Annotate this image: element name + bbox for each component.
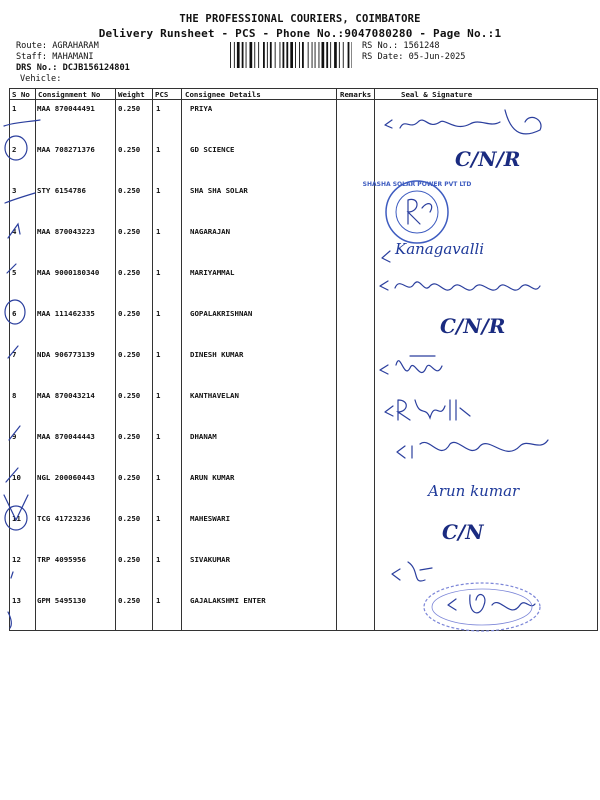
cell-consignee: MAHESWARI [190, 514, 231, 523]
company-title: THE PROFESSIONAL COURIERS, COIMBATORE [179, 13, 421, 25]
cell-weight: 0.250 [118, 145, 141, 154]
cell-pcs: 1 [156, 514, 161, 523]
cell-pcs: 1 [156, 350, 161, 359]
cell-consignment: NDA 906773139 [37, 350, 95, 359]
cell-consignment: NGL 200060443 [37, 473, 95, 482]
cell-sno: 7 [12, 350, 17, 359]
handwritten-cnr-6: C/N/R [440, 314, 506, 338]
cell-sno: 3 [12, 186, 17, 195]
cell-pcs: 1 [156, 555, 161, 564]
cell-consignment: MAA 870043223 [37, 227, 95, 236]
cell-consignee: SIVAKUMAR [190, 555, 231, 564]
rs-number: RS No.: 1561248 [362, 41, 440, 51]
drs-label: DRS No.: DCJB156124801 [16, 63, 130, 73]
cell-consignment: MAA 870043214 [37, 391, 95, 400]
cell-consignee: MARIYAMMAL [190, 268, 235, 277]
cell-consignee: DHANAM [190, 432, 217, 441]
cell-consignment: TCG 41723236 [37, 514, 91, 523]
route-label: Route: AGRAHARAM [16, 41, 99, 51]
header-remarks: Remarks [340, 90, 372, 99]
table-row [0, 268, 600, 309]
cell-consignee: KANTHAVELAN [190, 391, 239, 400]
cell-sno: 4 [12, 227, 17, 236]
cell-weight: 0.250 [118, 350, 141, 359]
cell-sno: 5 [12, 268, 17, 277]
handwritten-cnr-2: C/N/R [455, 147, 521, 171]
table-row [0, 555, 600, 596]
barcode-image [230, 42, 352, 68]
cell-pcs: 1 [156, 186, 161, 195]
cell-pcs: 1 [156, 268, 161, 277]
cell-weight: 0.250 [118, 432, 141, 441]
cell-consignee: NAGARAJAN [190, 227, 231, 236]
cell-weight: 0.250 [118, 391, 141, 400]
table-row [0, 391, 600, 432]
cell-pcs: 1 [156, 473, 161, 482]
cell-weight: 0.250 [118, 555, 141, 564]
cell-weight: 0.250 [118, 227, 141, 236]
cell-consignee: DINESH KUMAR [190, 350, 244, 359]
table-row [0, 104, 600, 145]
cell-sno: 9 [12, 432, 17, 441]
header-consignee: Consignee Details [185, 90, 261, 99]
runsheet-subtitle: Delivery Runsheet - PCS - Phone No.:9047080280 - Page No.:1 [98, 27, 502, 40]
cell-consignment: MAA 111462335 [37, 309, 95, 318]
vehicle-label: Vehicle: [20, 74, 62, 84]
rs-date: RS Date: 05-Jun-2025 [362, 52, 466, 62]
cell-consignment: MAA 870044443 [37, 432, 95, 441]
cell-consignee: GOPALAKRISHNAN [190, 309, 253, 318]
cell-pcs: 1 [156, 596, 161, 605]
cell-weight: 0.250 [118, 596, 141, 605]
cell-consignee: GAJALAKSHMI ENTER [190, 596, 266, 605]
cell-consignment: STY 6154786 [37, 186, 86, 195]
header-pcs: PCS [155, 90, 169, 99]
cell-consignee: SHA SHA SOLAR [190, 186, 248, 195]
meta-left [16, 41, 130, 85]
cell-weight: 0.250 [118, 104, 141, 113]
table-row [0, 227, 600, 268]
header-weight: Weight [118, 90, 145, 99]
cell-weight: 0.250 [118, 309, 141, 318]
cell-pcs: 1 [156, 104, 161, 113]
header-seal-signature: Seal & Signature [401, 90, 473, 99]
header-consignment: Consignment No [38, 90, 101, 99]
cell-pcs: 1 [156, 227, 161, 236]
table-header-border [9, 99, 598, 100]
table-row [0, 432, 600, 473]
cell-weight: 0.250 [118, 186, 141, 195]
cell-sno: 10 [12, 473, 21, 482]
cell-consignee: GD SCIENCE [190, 145, 235, 154]
cell-weight: 0.250 [118, 473, 141, 482]
cell-weight: 0.250 [118, 514, 141, 523]
cell-consignee: PRIYA [190, 104, 213, 113]
cell-sno: 1 [12, 104, 17, 113]
cell-consignee: ARUN KUMAR [190, 473, 235, 482]
cell-consignment: MAA 9000180340 [37, 268, 100, 277]
cell-consignment: MAA 708271376 [37, 145, 95, 154]
header-sno: S No [12, 90, 30, 99]
cell-consignment: TRP 4095956 [37, 555, 86, 564]
meta-right [362, 41, 465, 63]
table-row [0, 186, 600, 227]
staff-label: Staff: MAHAMANI [16, 52, 94, 62]
table-row [0, 309, 600, 350]
cell-sno: 11 [12, 514, 21, 523]
table-row [0, 596, 600, 637]
cell-pcs: 1 [156, 309, 161, 318]
cell-pcs: 1 [156, 145, 161, 154]
cell-pcs: 1 [156, 432, 161, 441]
cell-sno: 6 [12, 309, 17, 318]
handwritten-cn-11: C/N [442, 520, 484, 544]
cell-consignment: GPM 5495130 [37, 596, 86, 605]
table-row [0, 350, 600, 391]
cell-consignment: MAA 870044491 [37, 104, 95, 113]
handwritten-arun: Arun kumar [428, 482, 520, 500]
cell-sno: 2 [12, 145, 17, 154]
cell-sno: 8 [12, 391, 17, 400]
cell-sno: 13 [12, 596, 21, 605]
table-top-border [9, 88, 598, 89]
cell-pcs: 1 [156, 391, 161, 400]
stamp-text: SHASHA SOLAR POWER PVT LTD [362, 181, 472, 188]
handwritten-kanagavalli: Kanagavalli [395, 240, 485, 258]
table-row [0, 514, 600, 555]
cell-sno: 12 [12, 555, 21, 564]
cell-weight: 0.250 [118, 268, 141, 277]
